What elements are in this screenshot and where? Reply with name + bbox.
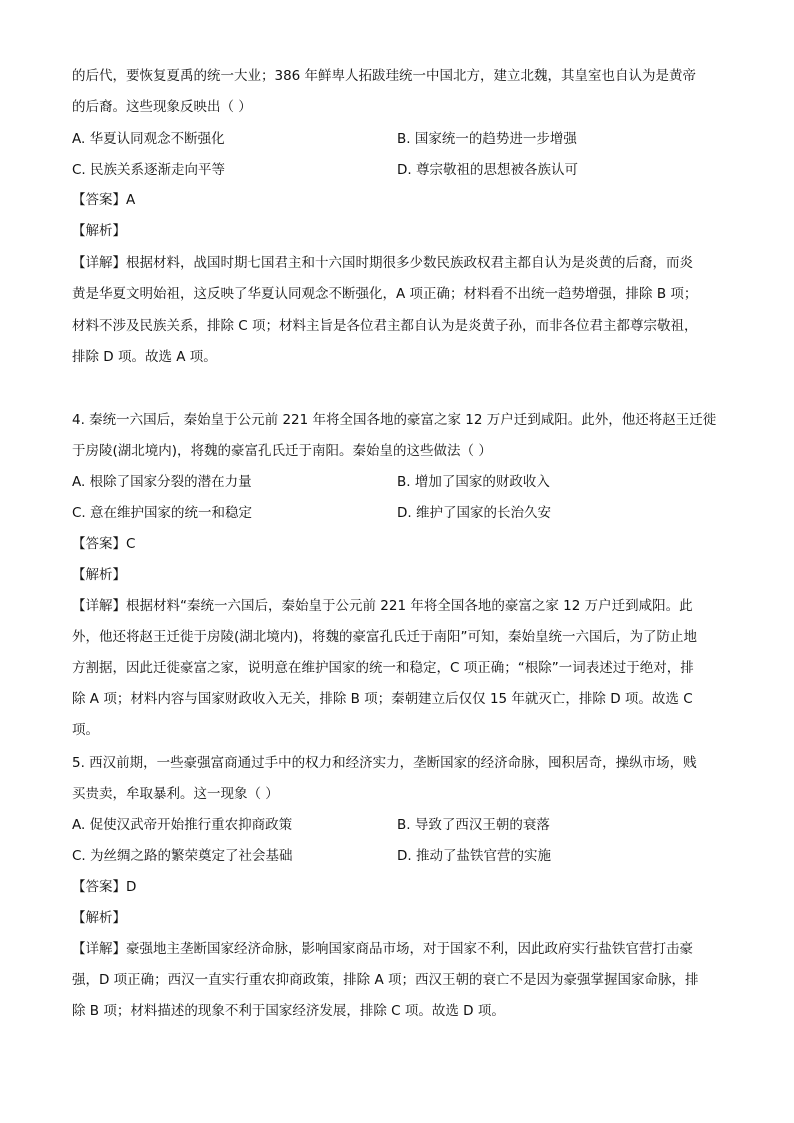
q5-option-d: D. 推动了盐铁官营的实施	[397, 848, 551, 864]
q4-option-d: D. 维护了国家的长治久安	[397, 505, 551, 521]
q3-option-c: C. 民族关系逐渐走向平等	[72, 162, 226, 178]
q3-detail-line-4: 排除 D 项。故选 A 项。	[72, 349, 217, 365]
q4-detail-line-3: 方割据，因此迁徙豪富之家，说明意在维护国家的统一和稳定，C 项正确；“根除”一词表述过于绝对，排	[72, 660, 694, 676]
q3-stem-line-2: 的后裔。这些现象反映出（ ）	[72, 99, 252, 115]
q5-stem-line-2: 买贵卖，牟取暴利。这一现象（ ）	[72, 786, 279, 802]
q4-option-c: C. 意在维护国家的统一和稳定	[72, 505, 253, 521]
q5-option-c: C. 为丝绸之路的繁荣奠定了社会基础	[72, 848, 293, 864]
q4-detail-line-2: 外，他还将赵王迁徙于房陵(湖北境内)，将魏的豪富孔氏迁于南阳”可知，秦始皇统一六国后，为了防止地	[72, 629, 698, 645]
q5-option-a: A. 促使汉武帝开始推行重农抑商政策	[72, 817, 293, 833]
q4-detail-line-5: 项。	[72, 722, 99, 738]
q5-detail-line-1: 【详解】豪强地主垄断国家经济命脉，影响国家商品市场，对于国家不利，因此政府实行盐铁官营打击豪	[72, 941, 693, 957]
q4-options-row-2	[72, 503, 732, 523]
q3-detail-line-1: 【详解】根据材料，战国时期七国君主和十六国时期很多少数民族政权君主都自认为是炎黄的后裔，而炎	[72, 255, 693, 271]
q4-option-a: A. 根除了国家分裂的潜在力量	[72, 474, 252, 490]
q4-detail-line-1: 【详解】根据材料“秦统一六国后，秦始皇于公元前 221 年将全国各地的豪富之家 12 万户迁到咸阳。此	[72, 598, 693, 614]
q3-option-a: A. 华夏认同观念不断强化	[72, 131, 225, 147]
q4-answer: 【答案】C	[72, 536, 136, 552]
q5-stem-line-1: 5. 西汉前期，一些豪强富商通过手中的权力和经济实力，垄断国家的经济命脉，囤积居奇，操纵市场，贱	[72, 755, 697, 771]
q5-options-row-2	[72, 846, 732, 866]
q5-options-row-1	[72, 815, 732, 835]
q4-analysis-label: 【解析】	[72, 567, 126, 583]
q4-stem-line-1: 4. 秦统一六国后，秦始皇于公元前 221 年将全国各地的豪富之家 12 万户迁到咸阳。此外，他还将赵王迁徙	[72, 412, 717, 428]
q3-analysis-label: 【解析】	[72, 223, 126, 239]
q3-options-row-2	[72, 160, 732, 180]
q3-detail-line-2: 黄是华夏文明始祖，这反映了华夏认同观念不断强化，A 项正确；材料看不出统一趋势增强，排除 B 项；	[72, 286, 698, 302]
q5-detail-line-2: 强，D 项正确；西汉一直实行重农抑商政策，排除 A 项；西汉王朝的衰亡不是因为豪强掌握国家命脉，排	[72, 972, 699, 988]
q4-options-row-1	[72, 472, 732, 492]
q5-detail-line-3: 除 B 项；材料描述的现象不利于国家经济发展，排除 C 项。故选 D 项。	[72, 1003, 505, 1019]
q3-options-row-1	[72, 129, 732, 149]
q5-analysis-label: 【解析】	[72, 910, 126, 926]
q5-answer: 【答案】D	[72, 879, 137, 895]
q4-detail-line-4: 除 A 项；材料内容与国家财政收入无关，排除 B 项；秦朝建立后仅仅 15 年就灭亡，排除 D 项。故选 C	[72, 691, 693, 707]
q4-option-b: B. 增加了国家的财政收入	[397, 474, 550, 490]
q4-stem-line-2: 于房陵(湖北境内)，将魏的豪富孔氏迁于南阳。秦始皇的这些做法（ ）	[72, 443, 492, 459]
q3-stem-line-1: 的后代，要恢复夏禹的统一大业；386 年鲜卑人拓跋珪统一中国北方，建立北魏，其皇室也自认为是黄帝	[72, 68, 697, 84]
q3-option-d: D. 尊宗敬祖的思想被各族认可	[397, 162, 578, 178]
q3-answer: 【答案】A	[72, 192, 136, 208]
q5-option-b: B. 导致了西汉王朝的衰落	[397, 817, 550, 833]
q3-detail-line-3: 材料不涉及民族关系，排除 C 项；材料主旨是各位君主都自认为是炎黄子孙，而非各位君主都尊宗敬祖，	[72, 318, 698, 334]
q3-option-b: B. 国家统一的趋势进一步增强	[397, 131, 577, 147]
